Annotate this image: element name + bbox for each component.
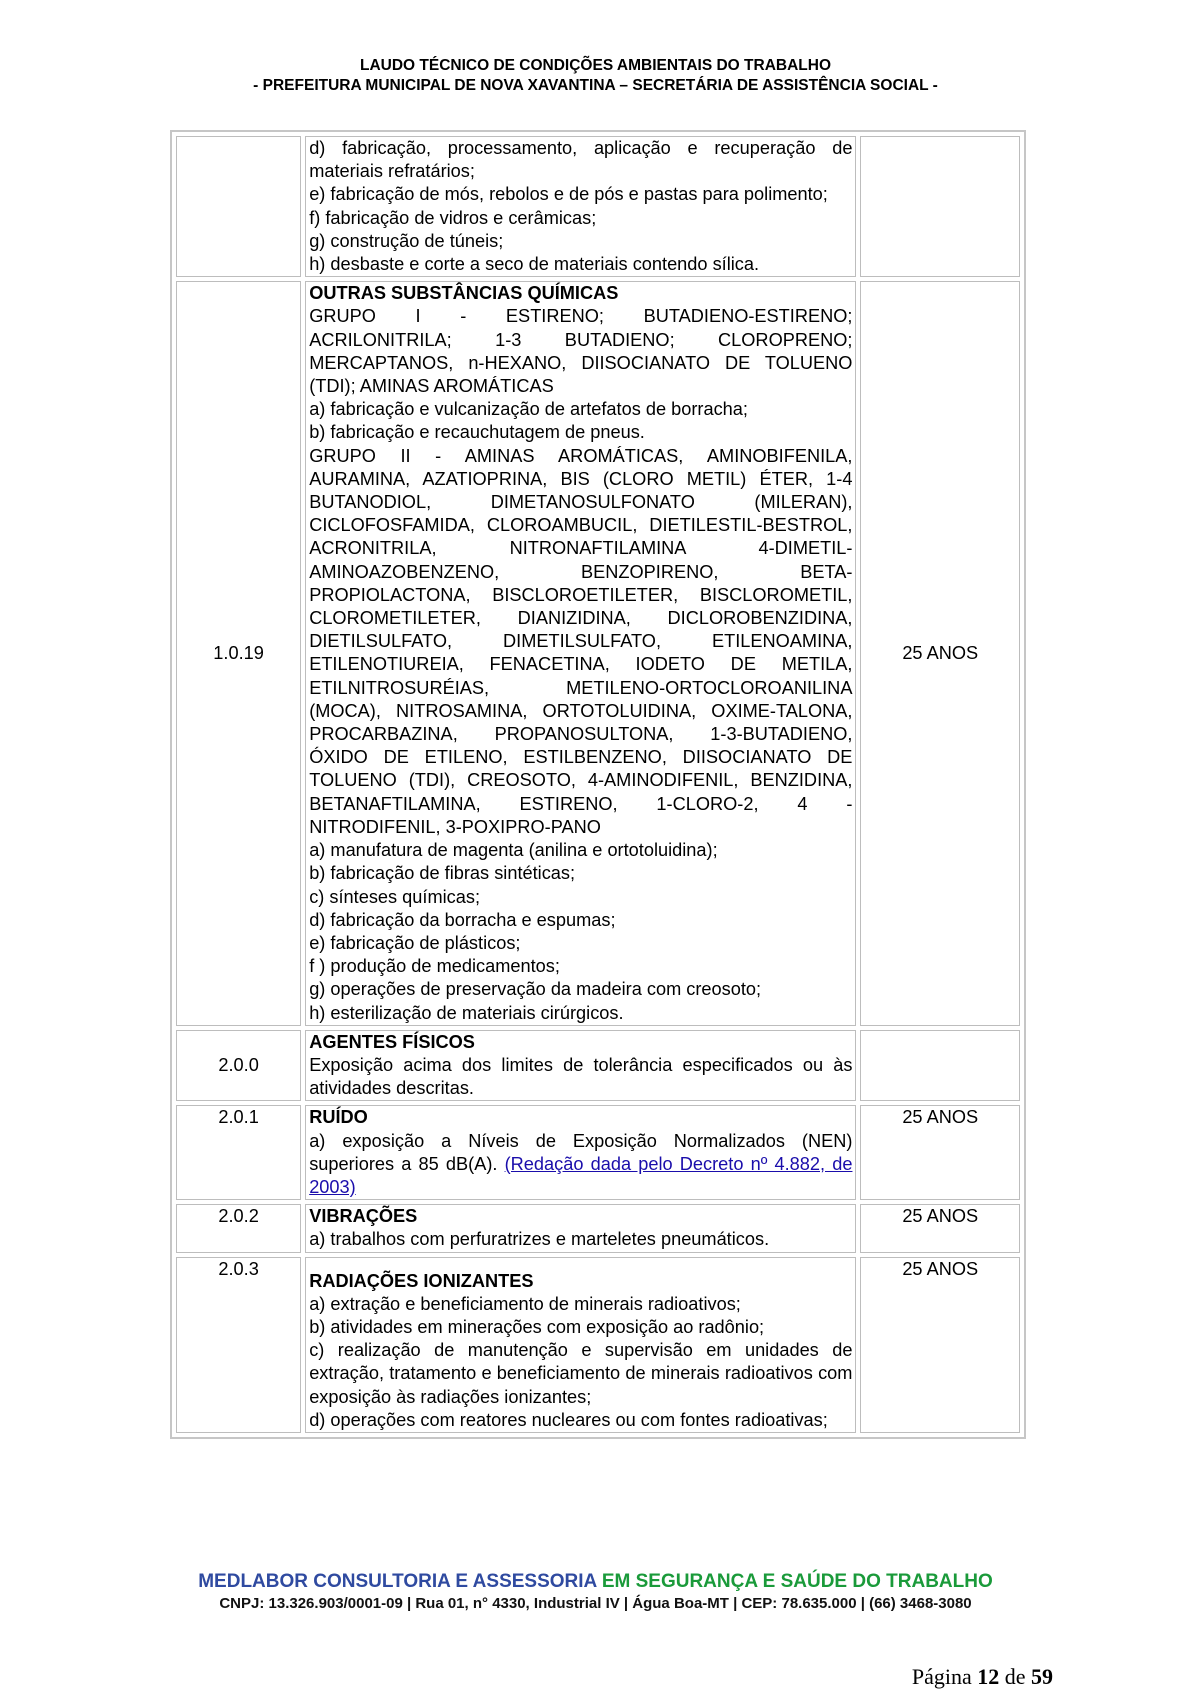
desc-line: GRUPO II - AMINAS AROMÁTICAS, AMINOBIFENILA, AURAMINA, AZATIOPRINA, BIS (CLORO METIL) ÉTER, 1-4 BUTANODIOL, DIMETANOSULFONATO (MILERAN), CICLOFOSFAMIDA, CLOROAMBUCIL, DIETILESTIL-BESTROL, ACRONITRILA, NITRONAFTILAMINA 4-DIMETIL-AMINOAZOBENZENO, BENZOPIRENO, BETA-PROPIOLACTONA, BISCLOROETILETER, BISCLOROMETIL, CLOROMETILETER, DIANIZIDINA, DICLOROBENZIDINA, DIETILSULFATO, DIMETILSULFATO, ETILENOAMINA, ETILENOTIUREIA, FENACETINA, IODETO DE METILA, ETILNITROSURÉIAS, METILENO-ORTOCLOROANILINA (MOCA), NITROSAMINA, ORTOTOLUIDINA, OXIME-TALONA, PROCARBAZINA, PROPANOSULTONA, 1-3-BUTADIENO, ÓXIDO DE ETILENO, ESTILBENZENO, DIISOCIANATO DE TOLUENO (TDI), CREOSOTO, 4-AMINODIFENIL, BENZIDINA, BETANAFTILAMINA, ESTIRENO, 1-CLORO-2, 4 - NITRODIFENIL, 3-POXIPRO-PANO [309, 445, 853, 837]
row-code-text: 1.0.19 [213, 642, 264, 663]
row-code: 2.0.1 [176, 1105, 301, 1200]
footer-company-name: MEDLABOR CONSULTORIA E ASSESSORIA [198, 1571, 597, 1592]
desc-line: e) fabricação de plásticos; [309, 932, 521, 953]
row-time: 25 ANOS [860, 1105, 1020, 1200]
desc-line: d) fabricação, processamento, aplicação e recuperação de materiais refratários; [309, 138, 853, 182]
footer-company [0, 1570, 1191, 1594]
desc-line: d) operações com reatores nucleares ou com fontes radioativas; [309, 1409, 828, 1430]
row-code-text: 2.0.0 [218, 1054, 259, 1075]
decree-link[interactable]: (Redação dada pelo Decreto nº 4.882, de 2003) [309, 1153, 853, 1197]
desc-line: c) sínteses químicas; [309, 886, 481, 907]
footer-company-tagline: EM SEGURANÇA E SAÚDE DO TRABALHO [596, 1571, 993, 1592]
row-description [305, 1257, 856, 1433]
row-description [305, 1105, 856, 1200]
desc-line: b) fabricação e recauchutagem de pneus. [309, 422, 645, 443]
row-code [176, 281, 301, 1026]
row-code [176, 1030, 301, 1102]
footer-address: CNPJ: 13.326.903/0001-09 | Rua 01, n° 4330, Industrial IV | Água Boa-MT | CEP: 78.635.000 | (66) 3468-3080 [219, 1595, 972, 1612]
desc-line: h) esterilização de materiais cirúrgicos. [309, 1002, 624, 1023]
row-title: RUÍDO [309, 1107, 368, 1128]
page-number [912, 1664, 1053, 1690]
desc-line: d) fabricação da borracha e espumas; [309, 909, 616, 930]
row-code [176, 136, 301, 277]
row-description [305, 136, 856, 277]
row-time [860, 281, 1020, 1026]
desc-line: f) fabricação de vidros e cerâmicas; [309, 207, 597, 228]
row-time [860, 136, 1020, 277]
desc-line: c) realização de manutenção e supervisão em unidades de extração, tratamento e beneficiamento de minerais radioativos com exposição às radiações ionizantes; [309, 1340, 853, 1407]
header-subtitle: - PREFEITURA MUNICIPAL DE NOVA XAVANTINA – SECRETÁRIA DE ASSISTÊNCIA SOCIAL - [253, 77, 938, 94]
header-title: LAUDO TÉCNICO DE CONDIÇÕES AMBIENTAIS DO TRABALHO [359, 57, 832, 74]
row-time: 25 ANOS [860, 1204, 1020, 1252]
row-time [860, 1030, 1020, 1102]
page-of: de [999, 1664, 1031, 1689]
desc-line: h) desbaste e corte a seco de materiais contendo sílica. [309, 254, 760, 275]
desc-line: a) trabalhos com perfuratrizes e marteletes pneumáticos. [309, 1229, 770, 1250]
row-title: AGENTES FÍSICOS [309, 1031, 475, 1052]
desc-line: b) atividades em minerações com exposição ao radônio; [309, 1316, 765, 1337]
table-row [176, 281, 1020, 1026]
desc-line: f ) produção de medicamentos; [309, 956, 560, 977]
desc-line: g) operações de preservação da madeira com creosoto; [309, 979, 762, 1000]
page-current: 12 [977, 1664, 1000, 1689]
desc-line: b) fabricação de fibras sintéticas; [309, 863, 576, 884]
row-description [305, 281, 856, 1026]
table-row [176, 1105, 1020, 1200]
row-time-text: 25 ANOS [902, 642, 979, 663]
row-time: 25 ANOS [860, 1257, 1020, 1433]
desc-line: a) exposição a Níveis de Exposição Normalizados (NEN) superiores a 85 dB(A). [309, 1130, 853, 1174]
table-row [176, 1204, 1020, 1252]
row-description [305, 1030, 856, 1102]
desc-line: Exposição acima dos limites de tolerância especificados ou às atividades descritas. [309, 1054, 853, 1099]
page-total: 59 [1031, 1664, 1053, 1689]
agents-table [170, 130, 1026, 1439]
desc-line: a) extração e beneficiamento de minerais radioativos; [309, 1293, 741, 1314]
table-row [176, 136, 1020, 277]
document-footer [0, 1570, 1191, 1614]
row-title: VIBRAÇÕES [309, 1206, 418, 1227]
desc-line: e) fabricação de mós, rebolos e de pós e pastas para polimento; [309, 184, 828, 205]
row-title: OUTRAS SUBSTÂNCIAS QUÍMICAS [309, 283, 619, 304]
table-row [176, 1257, 1020, 1433]
desc-line: a) fabricação e vulcanização de artefatos de borracha; [309, 399, 748, 420]
row-code: 2.0.3 [176, 1257, 301, 1433]
desc-line: GRUPO I - ESTIRENO; BUTADIENO-ESTIRENO; ACRILONITRILA; 1-3 BUTADIENO; CLOROPRENO; MERCAPTANOS, n-HEXANO, DIISOCIANATO DE TOLUENO (TDI); AMINAS AROMÁTICAS [309, 306, 853, 397]
document-header [0, 56, 1191, 96]
desc-line: g) construção de túneis; [309, 230, 504, 251]
table-row [176, 1030, 1020, 1102]
page-label: Página [911, 1664, 978, 1689]
row-code: 2.0.2 [176, 1204, 301, 1252]
row-title: RADIAÇÕES IONIZANTES [309, 1270, 534, 1291]
row-description [305, 1204, 856, 1252]
desc-line: a) manufatura de magenta (anilina e ortotoluidina); [309, 840, 718, 861]
